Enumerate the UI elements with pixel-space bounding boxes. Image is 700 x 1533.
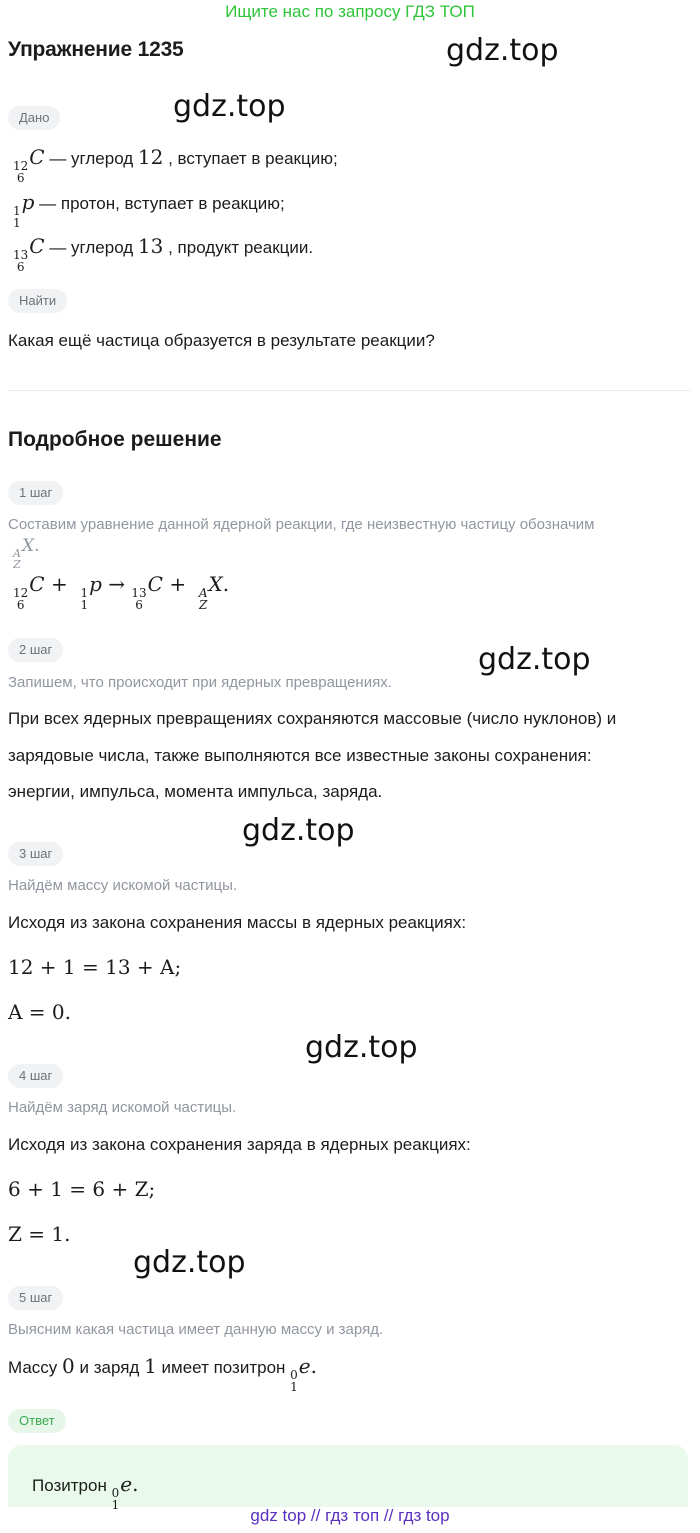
watermark: gdz.top <box>446 33 559 68</box>
given-item: 12 6 C — углерод 12 , вступает в реакцию; <box>13 145 338 185</box>
charge-result: Z = 1. <box>8 1222 71 1246</box>
find-tag: Найти <box>8 289 67 313</box>
page-title: Упражнение 1235 <box>8 38 184 61</box>
plus-sign: + <box>50 572 68 596</box>
nuclide-indices: 0 1 <box>290 1368 298 1394</box>
answer-text: Позитрон 0 1 e. <box>32 1472 139 1512</box>
nuclide-symbol: C <box>29 572 45 596</box>
step-1-tag: 1 шаг <box>8 481 63 505</box>
nuclide-indices: 1 1 <box>13 204 21 230</box>
step-3-text: Исходя из закона сохранения массы в ядерных реакциях: <box>8 913 467 932</box>
given-item: 1 1 p — протон, вступает в реакцию; <box>13 190 285 230</box>
watermark: gdz.top <box>133 1245 246 1280</box>
step-3-tag: 3 шаг <box>8 842 63 866</box>
step-2-line: энергии, импульса, момента импульса, заряда. <box>8 782 383 801</box>
step-5-note: Выясним какая частица имеет данную массу и заряд. <box>8 1321 384 1338</box>
step-3-note: Найдём массу искомой частицы. <box>8 877 238 894</box>
footer-links[interactable]: gdz top // гдз топ // гдз top <box>250 1506 450 1525</box>
nuclide-symbol: e <box>120 1472 133 1496</box>
nuclide-indices: A Z <box>198 586 208 612</box>
nuclide-indices: 0 1 <box>111 1486 120 1512</box>
divider <box>8 390 690 391</box>
nuclide-indices: 12 6 <box>13 159 29 185</box>
nuclide-symbol: p <box>89 572 102 596</box>
step-4-text: Исходя из закона сохранения заряда в ядерных реакциях: <box>8 1135 471 1154</box>
mass-number: 13 <box>137 234 164 258</box>
unknown-particle: A Z X. <box>13 536 40 571</box>
step-1-note: Составим уравнение данной ядерной реакции, где неизвестную частицу обозначим <box>8 516 595 533</box>
answer-tag: Ответ <box>8 1409 66 1433</box>
nuclide-symbol: e <box>298 1354 311 1378</box>
step-2-note: Запишем, что происходит при ядерных превращениях. <box>8 674 392 691</box>
nuclide-indices: 13 6 <box>13 248 29 274</box>
step-2-tag: 2 шаг <box>8 638 63 662</box>
watermark: gdz.top <box>305 1030 418 1065</box>
given-item: 13 6 C — углерод 13 , продукт реакции. <box>13 234 314 274</box>
nuclide-indices: 12 6 <box>13 586 29 612</box>
solution-title: Подробное решение <box>8 428 222 451</box>
nuclide-symbol: C <box>147 572 163 596</box>
arrow-icon: → <box>108 572 126 596</box>
step-4-note: Найдём заряд искомой частицы. <box>8 1099 237 1116</box>
watermark: gdz.top <box>173 89 286 124</box>
nuclide-symbol: C <box>29 234 45 258</box>
reaction-equation: 12 6 C + 1 1 p → 13 6 C + A Z X. <box>13 572 230 612</box>
step-5-tag: 5 шаг <box>8 1286 63 1310</box>
question-text: Какая ещё частица образуется в результате реакции? <box>8 331 435 350</box>
nuclide-symbol: C <box>29 145 45 169</box>
nuclide-indices: 13 6 <box>131 586 147 612</box>
nuclide-symbol: X <box>208 572 223 596</box>
top-banner[interactable]: Ищите нас по запросу ГДЗ ТОП <box>225 2 475 21</box>
nuclide-indices: 1 1 <box>80 586 89 612</box>
step-2-line: При всех ядерных превращениях сохраняются массовые (число нуклонов) и <box>8 709 617 728</box>
mass-equation: 12 + 1 = 13 + A; <box>8 955 182 979</box>
watermark: gdz.top <box>478 642 591 677</box>
mass-result: A = 0. <box>8 1000 71 1024</box>
plus-sign: + <box>169 572 187 596</box>
charge-equation: 6 + 1 = 6 + Z; <box>8 1177 156 1201</box>
watermark: gdz.top <box>242 813 355 848</box>
step-4-tag: 4 шаг <box>8 1064 63 1088</box>
mass-number: 12 <box>137 145 164 169</box>
step-5-text: Массу 0 и заряд 1 имеет позитрон 0 1 e. <box>8 1354 317 1394</box>
step-2-line: зарядовые числа, также выполняются все известные законы сохранения: <box>8 746 592 765</box>
nuclide-symbol: p <box>21 190 35 214</box>
given-tag: Дано <box>8 106 60 130</box>
